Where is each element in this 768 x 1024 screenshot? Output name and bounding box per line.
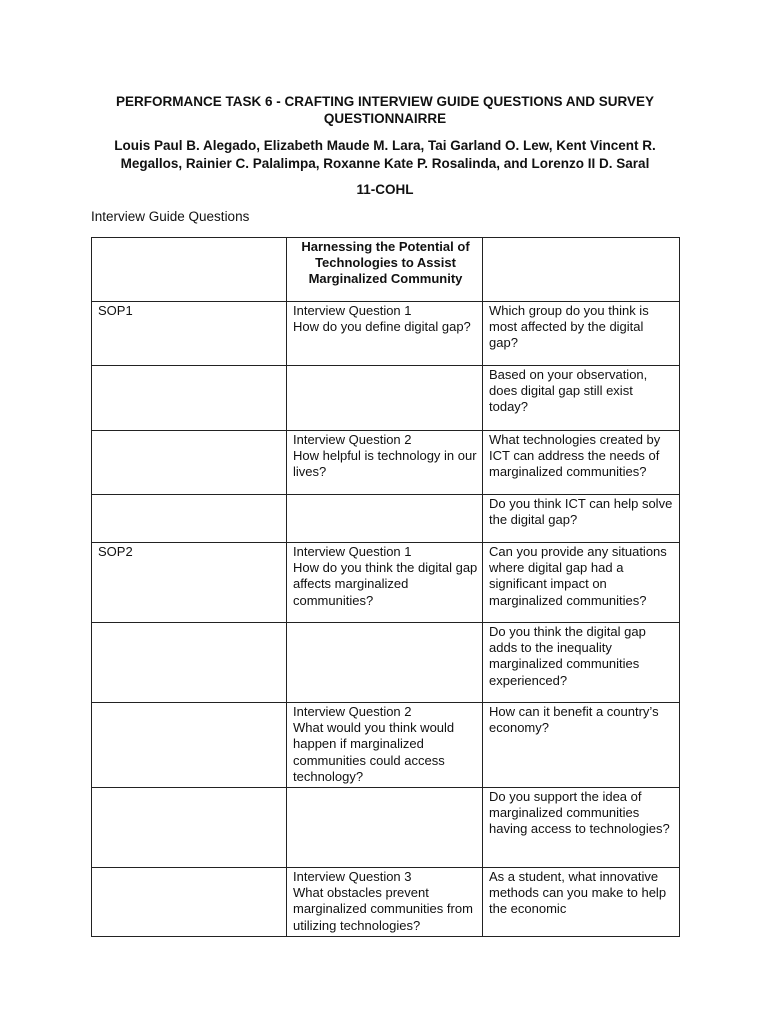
sop-cell — [92, 495, 287, 543]
question-text: What obstacles prevent marginalized communities from utilizing technologies? — [293, 885, 473, 933]
table-header-row — [92, 238, 680, 302]
sop-cell — [92, 703, 287, 788]
authors-line-1: Louis Paul B. Alegado, Elizabeth Maude M. Lara, Tai Garland O. Lew, Kent Vincent R. — [114, 138, 656, 153]
table-row — [92, 366, 680, 431]
table-row — [92, 302, 680, 366]
question-cell — [287, 431, 483, 495]
section-heading: Interview Guide Questions — [91, 209, 250, 224]
table-header-title: Harnessing the Potential of Technologies to Assist Marginalized Community — [287, 238, 483, 302]
section-code: 11-COHL — [356, 182, 414, 197]
followup-cell: Do you think the digital gap adds to the inequality marginalized communities experienced? — [483, 623, 680, 703]
question-label: Interview Question 1 — [293, 303, 412, 318]
table-row — [92, 543, 680, 623]
followup-cell: Do you think ICT can help solve the digital gap? — [483, 495, 680, 543]
sop-cell — [92, 431, 287, 495]
question-cell — [287, 302, 483, 366]
sop-cell — [92, 366, 287, 431]
followup-cell: Do you support the idea of marginalized communities having access to technologies? — [483, 788, 680, 868]
question-text: How do you think the digital gap affects marginalized communities? — [293, 560, 478, 608]
sop-cell — [92, 868, 287, 937]
title-line-2: QUESTIONNAIRRE — [323, 111, 447, 126]
question-cell — [287, 623, 483, 703]
followup-cell: Which group do you think is most affected by the digital gap? — [483, 302, 680, 366]
followup-cell: Can you provide any situations where digital gap had a significant impact on marginalized communities? — [483, 543, 680, 623]
question-text: What would you think would happen if marginalized communities could access technology? — [293, 720, 455, 784]
table-row — [92, 495, 680, 543]
followup-cell: How can it benefit a country’s economy? — [483, 703, 680, 788]
authors-list — [90, 137, 680, 173]
question-text: How helpful is technology in our lives? — [293, 448, 477, 480]
title-line-1: PERFORMANCE TASK 6 - CRAFTING INTERVIEW GUIDE QUESTIONS AND SURVEY — [115, 94, 655, 109]
document-title — [90, 93, 680, 127]
question-label: Interview Question 2 — [293, 704, 412, 719]
header-empty-cell — [483, 238, 680, 302]
followup-cell: What technologies created by ICT can address the needs of marginalized communities? — [483, 431, 680, 495]
sop-cell — [92, 623, 287, 703]
question-label: Interview Question 3 — [293, 869, 412, 885]
interview-guide-table — [91, 237, 680, 937]
sop-cell: SOP2 — [92, 543, 287, 623]
table-row — [92, 703, 680, 788]
table-row — [92, 788, 680, 868]
table-row — [92, 623, 680, 703]
table-row — [92, 431, 680, 495]
question-cell — [287, 788, 483, 868]
question-label: Interview Question 2 — [293, 432, 412, 447]
followup-cell: As a student, what innovative methods can you make to help the economic — [483, 868, 680, 937]
question-cell — [287, 366, 483, 431]
question-cell — [287, 703, 483, 788]
header-empty-cell — [92, 238, 287, 302]
sop-cell: SOP1 — [92, 302, 287, 366]
question-text: How do you define digital gap? — [293, 319, 471, 335]
question-cell — [287, 495, 483, 543]
followup-cell: Based on your observation, does digital gap still exist today? — [483, 366, 680, 431]
sop-cell — [92, 788, 287, 868]
question-cell — [287, 543, 483, 623]
question-cell — [287, 868, 483, 937]
question-label: Interview Question 1 — [293, 544, 412, 559]
authors-line-2: Megallos, Rainier C. Palalimpa, Roxanne Kate P. Rosalinda, and Lorenzo II D. Saral — [120, 156, 650, 171]
table-row — [92, 868, 680, 937]
